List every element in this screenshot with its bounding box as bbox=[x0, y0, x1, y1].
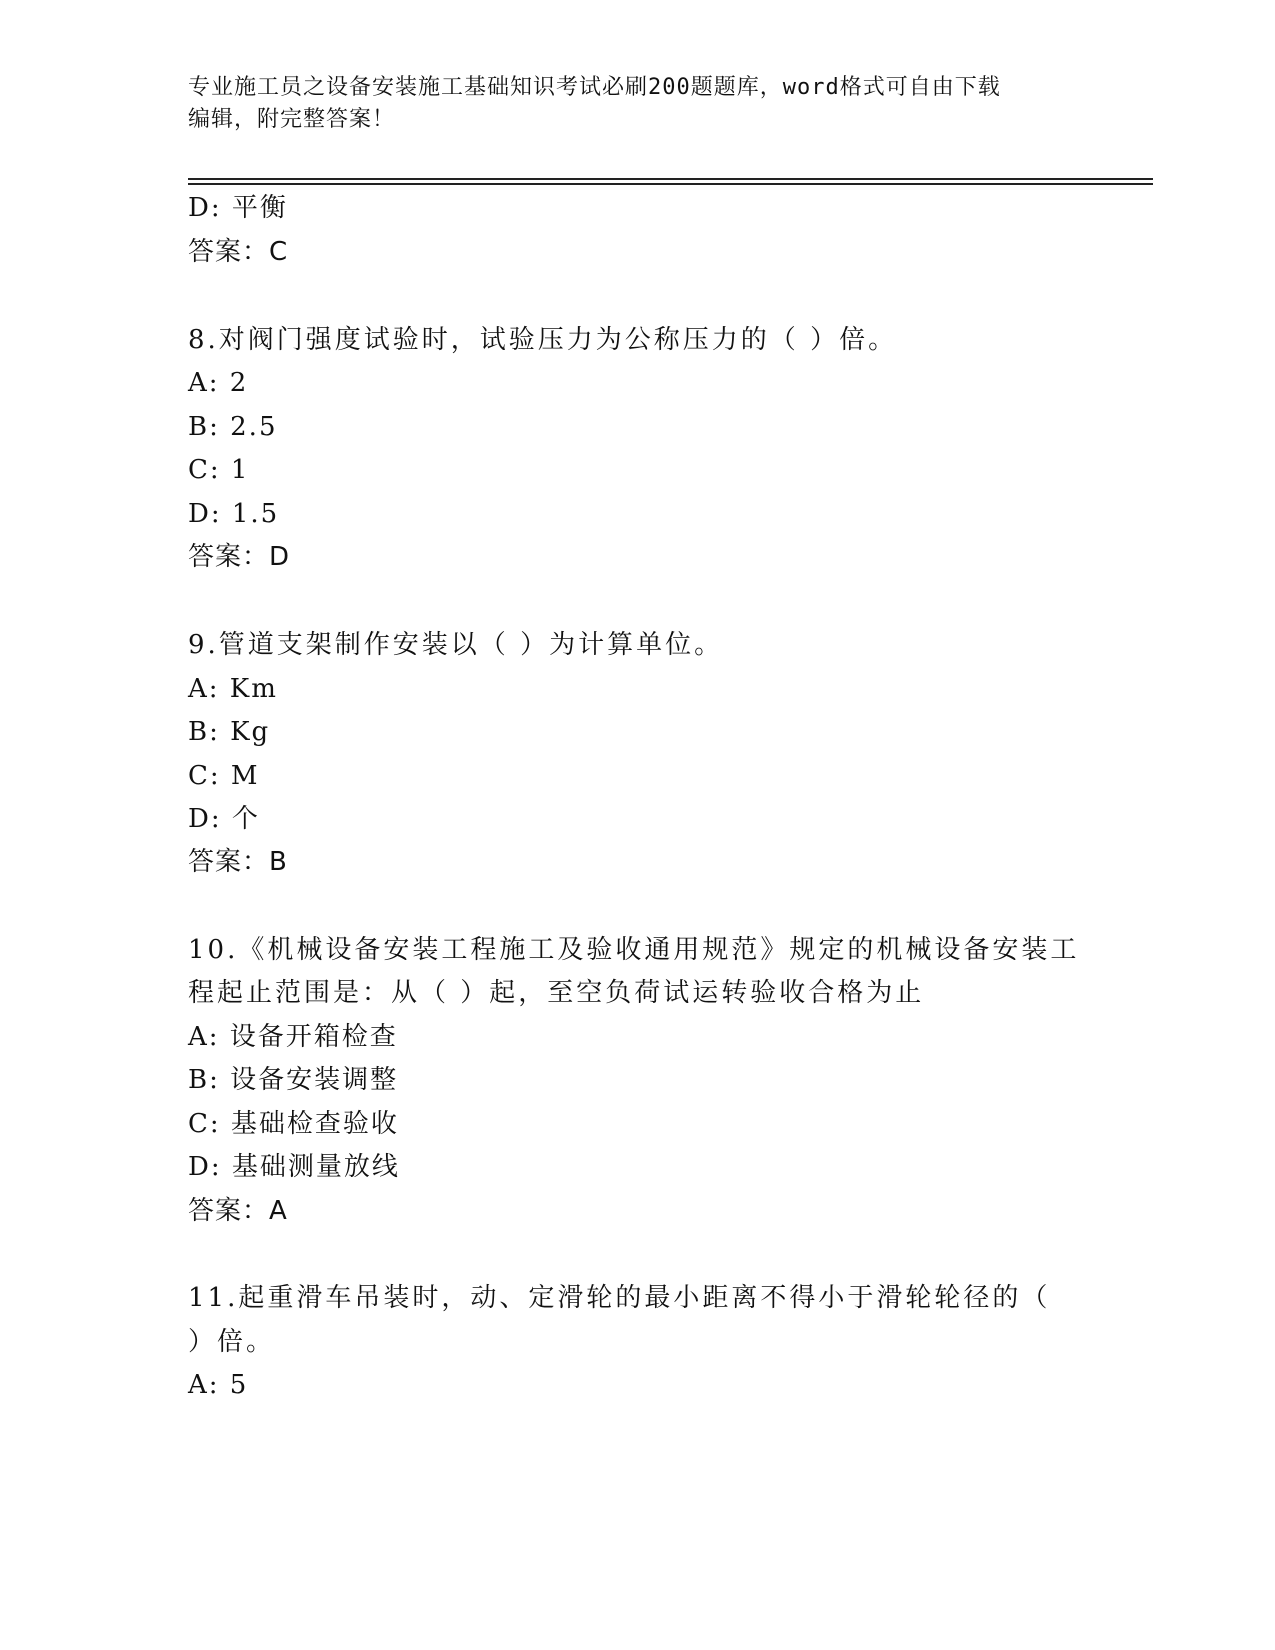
page-header bbox=[188, 72, 1068, 136]
q9-option-a: A: Km bbox=[188, 674, 278, 704]
q10-option-b: B: 设备安装调整 bbox=[188, 1065, 399, 1095]
header-line-1: 专业施工员之设备安装施工基础知识考试必刷200题题库，word格式可自由下载 bbox=[188, 75, 1001, 100]
q10-option-d: D: 基础测量放线 bbox=[188, 1152, 400, 1182]
prev-option-d: D: 平衡 bbox=[188, 193, 288, 223]
q9-option-d: D: 个 bbox=[188, 804, 260, 834]
q11-question-line-2: ）倍。 bbox=[188, 1327, 276, 1357]
q10-option-c: C: 基础检查验收 bbox=[188, 1109, 399, 1139]
q8-answer: 答案：D bbox=[188, 542, 291, 572]
q10-question-line-1: 10.《机械设备安装工程施工及验收通用规范》规定的机械设备安装工 bbox=[188, 935, 1080, 965]
header-rule-bottom bbox=[188, 183, 1153, 185]
q11-question-line-1: 11.起重滑车吊装时，动、定滑轮的最小距离不得小于滑轮轮径的（ bbox=[188, 1283, 1051, 1313]
q9-question: 9.管道支架制作安装以（ ）为计算单位。 bbox=[188, 630, 724, 660]
q8-option-a: A: 2 bbox=[188, 368, 249, 398]
q9-option-b: B: Kg bbox=[188, 717, 271, 747]
q10-option-a: A: 设备开箱检查 bbox=[188, 1022, 398, 1052]
q8-option-d: D: 1.5 bbox=[188, 499, 280, 529]
q8-option-c: C: 1 bbox=[188, 455, 250, 485]
header-rule-top bbox=[188, 178, 1153, 180]
prev-answer: 答案：C bbox=[188, 237, 289, 267]
q8-option-b: B: 2.5 bbox=[188, 412, 278, 442]
q9-answer: 答案：B bbox=[188, 847, 288, 877]
q11-option-a: A: 5 bbox=[188, 1370, 249, 1400]
q9-option-c: C: M bbox=[188, 761, 260, 791]
q8-question: 8.对阀门强度试验时，试验压力为公称压力的（ ）倍。 bbox=[188, 325, 898, 355]
q10-question-line-2: 程起止范围是：从（ ）起，至空负荷试运转验收合格为止 bbox=[188, 978, 925, 1008]
header-line-2: 编辑，附完整答案！ bbox=[188, 107, 396, 132]
q10-answer: 答案：A bbox=[188, 1196, 288, 1226]
